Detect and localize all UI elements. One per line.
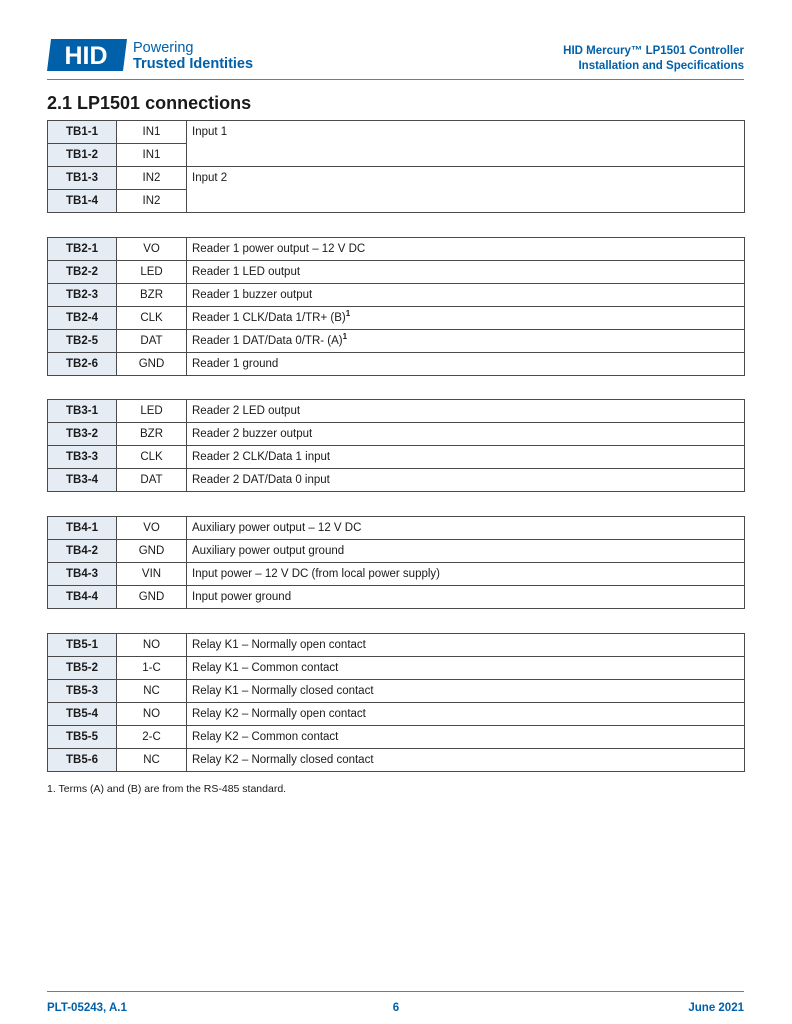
signal-cell: 2-C	[117, 726, 187, 749]
tb1-table	[47, 120, 745, 213]
terminal-cell: TB3-3	[48, 446, 117, 469]
terminal-cell: TB2-3	[48, 284, 117, 307]
table-row	[48, 469, 745, 492]
svg-text:HID: HID	[64, 42, 108, 70]
signal-cell: NC	[117, 749, 187, 772]
terminal-cell: TB4-1	[48, 517, 117, 540]
terminal-cell: TB2-4	[48, 307, 117, 330]
description-cell: Reader 2 DAT/Data 0 input	[187, 469, 745, 492]
table-row	[48, 423, 745, 446]
terminal-cell: TB3-4	[48, 469, 117, 492]
table-row	[48, 703, 745, 726]
signal-cell: VO	[117, 517, 187, 540]
tagline-line1: Powering	[133, 40, 194, 56]
table-row	[48, 726, 745, 749]
terminal-cell: TB2-1	[48, 238, 117, 261]
description-cell	[187, 307, 745, 330]
brand-tagline	[133, 40, 253, 72]
table-row	[48, 517, 745, 540]
description-cell: Reader 1 ground	[187, 353, 745, 376]
description-cell: Reader 1 LED output	[187, 261, 745, 284]
description-cell: Auxiliary power output – 12 V DC	[187, 517, 745, 540]
tb4-table	[47, 516, 745, 609]
signal-cell: GND	[117, 540, 187, 563]
terminal-cell: TB4-3	[48, 563, 117, 586]
terminal-cell: TB1-1	[48, 121, 117, 144]
signal-cell: DAT	[117, 469, 187, 492]
description-cell: Input 2	[187, 167, 745, 213]
description-cell	[187, 330, 745, 353]
terminal-cell: TB1-3	[48, 167, 117, 190]
signal-cell: IN1	[117, 121, 187, 144]
signal-cell: LED	[117, 400, 187, 423]
signal-cell: CLK	[117, 446, 187, 469]
table-row	[48, 261, 745, 284]
table-row	[48, 353, 745, 376]
description-cell: Input 1	[187, 121, 745, 167]
table-row	[48, 657, 745, 680]
signal-cell: BZR	[117, 284, 187, 307]
description-cell: Input power ground	[187, 586, 745, 609]
page-number: 6	[392, 1002, 400, 1014]
description-cell: Relay K2 – Common contact	[187, 726, 745, 749]
hid-logo	[47, 39, 127, 71]
footnote: 1. Terms (A) and (B) are from the RS-485 standard.	[47, 783, 287, 795]
table-row	[48, 238, 745, 261]
terminal-cell: TB2-2	[48, 261, 117, 284]
terminal-cell: TB5-5	[48, 726, 117, 749]
footnote-ref: 1	[342, 332, 348, 341]
table-row	[48, 330, 745, 353]
signal-cell: BZR	[117, 423, 187, 446]
description-cell: Relay K1 – Common contact	[187, 657, 745, 680]
tb2-table	[47, 237, 745, 376]
footer-divider	[47, 991, 744, 992]
signal-cell: IN1	[117, 144, 187, 167]
terminal-cell: TB5-3	[48, 680, 117, 703]
signal-cell: 1-C	[117, 657, 187, 680]
section-title: 2.1 LP1501 connections	[47, 93, 252, 113]
document-title	[563, 44, 744, 74]
signal-cell: CLK	[117, 307, 187, 330]
table-row	[48, 307, 745, 330]
table-row	[48, 563, 745, 586]
terminal-cell: TB5-6	[48, 749, 117, 772]
signal-cell: LED	[117, 261, 187, 284]
description-cell: Relay K2 – Normally open contact	[187, 703, 745, 726]
terminal-cell: TB1-4	[48, 190, 117, 213]
table-row	[48, 400, 745, 423]
description-text: Reader 1 CLK/Data 1/TR+ (B)	[192, 312, 346, 324]
table-row	[48, 749, 745, 772]
description-text: Reader 1 DAT/Data 0/TR- (A)	[192, 335, 343, 347]
signal-cell: VO	[117, 238, 187, 261]
table-row	[48, 634, 745, 657]
signal-cell: NO	[117, 703, 187, 726]
doc-date: June 2021	[688, 1002, 744, 1014]
terminal-cell: TB5-1	[48, 634, 117, 657]
table-row	[48, 680, 745, 703]
table-row	[48, 284, 745, 307]
terminal-cell: TB2-5	[48, 330, 117, 353]
table-row	[48, 586, 745, 609]
terminal-cell: TB5-2	[48, 657, 117, 680]
description-cell: Reader 1 power output – 12 V DC	[187, 238, 745, 261]
doc-title-line2: Installation and Specifications	[578, 60, 744, 72]
signal-cell: DAT	[117, 330, 187, 353]
description-cell: Relay K1 – Normally open contact	[187, 634, 745, 657]
signal-cell: GND	[117, 586, 187, 609]
terminal-cell: TB4-4	[48, 586, 117, 609]
description-cell: Reader 2 buzzer output	[187, 423, 745, 446]
terminal-cell: TB1-2	[48, 144, 117, 167]
terminal-cell: TB4-2	[48, 540, 117, 563]
tb3-table	[47, 399, 745, 492]
terminal-cell: TB3-2	[48, 423, 117, 446]
signal-cell: NC	[117, 680, 187, 703]
doc-number: PLT-05243, A.1	[47, 1002, 127, 1014]
table-row	[48, 167, 745, 190]
signal-cell: NO	[117, 634, 187, 657]
tb5-table	[47, 633, 745, 772]
doc-title-line1: HID Mercury™ LP1501 Controller	[563, 45, 744, 57]
header-divider	[47, 79, 744, 80]
signal-cell: VIN	[117, 563, 187, 586]
description-cell: Reader 2 CLK/Data 1 input	[187, 446, 745, 469]
table-row	[48, 446, 745, 469]
table-row	[48, 121, 745, 144]
signal-cell: IN2	[117, 190, 187, 213]
tagline-line2: Trusted Identities	[133, 56, 254, 72]
table-row	[48, 540, 745, 563]
description-cell: Relay K2 – Normally closed contact	[187, 749, 745, 772]
signal-cell: IN2	[117, 167, 187, 190]
description-cell: Input power – 12 V DC (from local power supply)	[187, 563, 745, 586]
signal-cell: GND	[117, 353, 187, 376]
description-cell: Relay K1 – Normally closed contact	[187, 680, 745, 703]
terminal-cell: TB5-4	[48, 703, 117, 726]
terminal-cell: TB3-1	[48, 400, 117, 423]
terminal-cell: TB2-6	[48, 353, 117, 376]
description-cell: Auxiliary power output ground	[187, 540, 745, 563]
footnote-ref: 1	[345, 309, 351, 318]
description-cell: Reader 2 LED output	[187, 400, 745, 423]
description-cell: Reader 1 buzzer output	[187, 284, 745, 307]
